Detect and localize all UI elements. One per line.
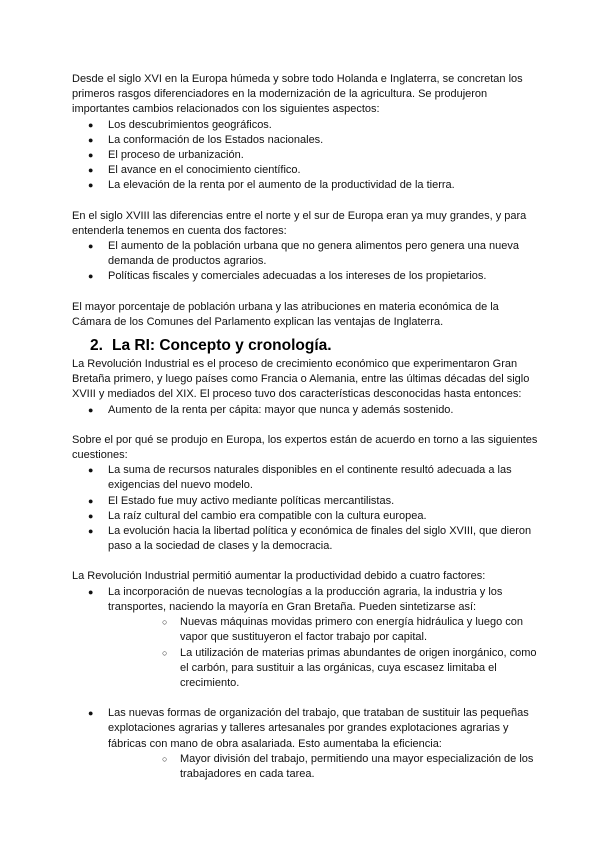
list-item: ● Políticas fiscales y comerciales adecuadas a los intereses de los propietarios. [72, 269, 540, 284]
document-body [72, 72, 540, 782]
list-item: ● Los descubrimientos geográficos. [72, 118, 540, 133]
section-number: 2. [90, 337, 103, 355]
sub-list [108, 752, 540, 782]
list-item: ● La conformación de los Estados nacionales. [72, 133, 540, 148]
spacer [72, 194, 540, 209]
intro-bullet-list [72, 118, 540, 194]
sub-list-item: ○ Mayor división del trabajo, permitiendo una mayor especialización de los trabajadores en cada tarea. [108, 752, 540, 782]
list-item: ● El avance en el conocimiento científico. [72, 163, 540, 178]
why-europe-paragraph: Sobre el por qué se produjo en Europa, los expertos están de acuerdo en torno a las siguientes cuestiones: [72, 433, 538, 462]
list-item: ● La raíz cultural del cambio era compatible con la cultura europea. [72, 509, 540, 524]
spacer [72, 554, 540, 569]
productivity-bullet-list-2 [72, 706, 540, 782]
list-item: ● El aumento de la población urbana que no genera alimentos pero genera una nueva demanda de productos agrarios. [72, 239, 540, 269]
productivity-paragraph: La Revolución Industrial permitió aumentar la productividad debido a cuatro factores: [72, 570, 486, 583]
list-item: ● El proceso de urbanización. [72, 148, 540, 163]
sub-list-item: ○ La utilización de materias primas abundantes de origen inorgánico, como el carbón, para sustituir a las orgánicas, cuya escasez limitaba el crecimiento. [108, 646, 540, 692]
sub-list-item: ○ Nuevas máquinas movidas primero con energía hidráulica y luego con vapor que sustituyeron el factor trabajo por capital. [108, 615, 540, 645]
xviii-paragraph: En el siglo XVIII las diferencias entre el norte y el sur de Europa eran ya muy grandes, y para entenderla tenemos en cuenta dos factores: [72, 209, 527, 237]
productivity-bullet-list [72, 585, 540, 691]
spacer [72, 418, 540, 433]
list-item [72, 706, 540, 782]
list-item: ● La suma de recursos naturales disponibles en el continente resultó adecuada a las exigencias del nuevo modelo. [72, 463, 540, 493]
list-item: ● El Estado fue muy activo mediante políticas mercantilistas. [72, 494, 540, 509]
list-item [72, 585, 540, 691]
list-item: ● La evolución hacia la libertad política y económica de finales del siglo XVIII, que dieron paso a la sociedad de clases y la democracia. [72, 524, 540, 554]
section-title: La RI: Concepto y cronología. [112, 337, 332, 355]
xviii-bullet-list [72, 239, 540, 285]
spacer [72, 285, 540, 300]
list-item: ● Aumento de la renta per cápita: mayor que nunca y además sostenido. [72, 403, 540, 418]
section-heading [72, 336, 540, 355]
why-europe-bullet-list [72, 463, 540, 554]
spacer [72, 691, 540, 706]
list-item: ● La elevación de la renta por el aumento de la productividad de la tierra. [72, 178, 540, 193]
section2-bullet-list [72, 403, 540, 418]
urban-paragraph: El mayor porcentaje de población urbana y las atribuciones en materia económica de la Cámara de los Comunes del Parlamento explican las ventajas de Inglaterra. [72, 300, 499, 328]
section2-paragraph: La Revolución Industrial es el proceso de crecimiento económico que experimentaron Gran Bretaña primero, y luego países como Francia o Alemania, entre las últimas décadas del siglo XVIII y mediados del XIX. El proceso tuvo dos características desconocidas hasta entonces: [72, 358, 530, 401]
factor-text: Las nuevas formas de organización del trabajo, que trataban de sustituir las pequeñas explotaciones agrarias y talleres artesanales por grandes explotaciones agrarias y fábricas con mano de obra asalariada. Esto aumentaba la eficiencia: [108, 707, 529, 750]
factor-text: La incorporación de nuevas tecnologías a la producción agraria, la industria y los transportes, naciendo la mayoría en Gran Bretaña. Pueden sintetizarse así: [108, 585, 503, 613]
intro-paragraph: Desde el siglo XVI en la Europa húmeda y sobre todo Holanda e Inglaterra, se concretan los primeros rasgos diferenciadores en la modernización de la agricultura. Se produjeron importantes cambios relacionados con los siguientes aspectos: [72, 73, 523, 116]
sub-list [108, 615, 540, 691]
